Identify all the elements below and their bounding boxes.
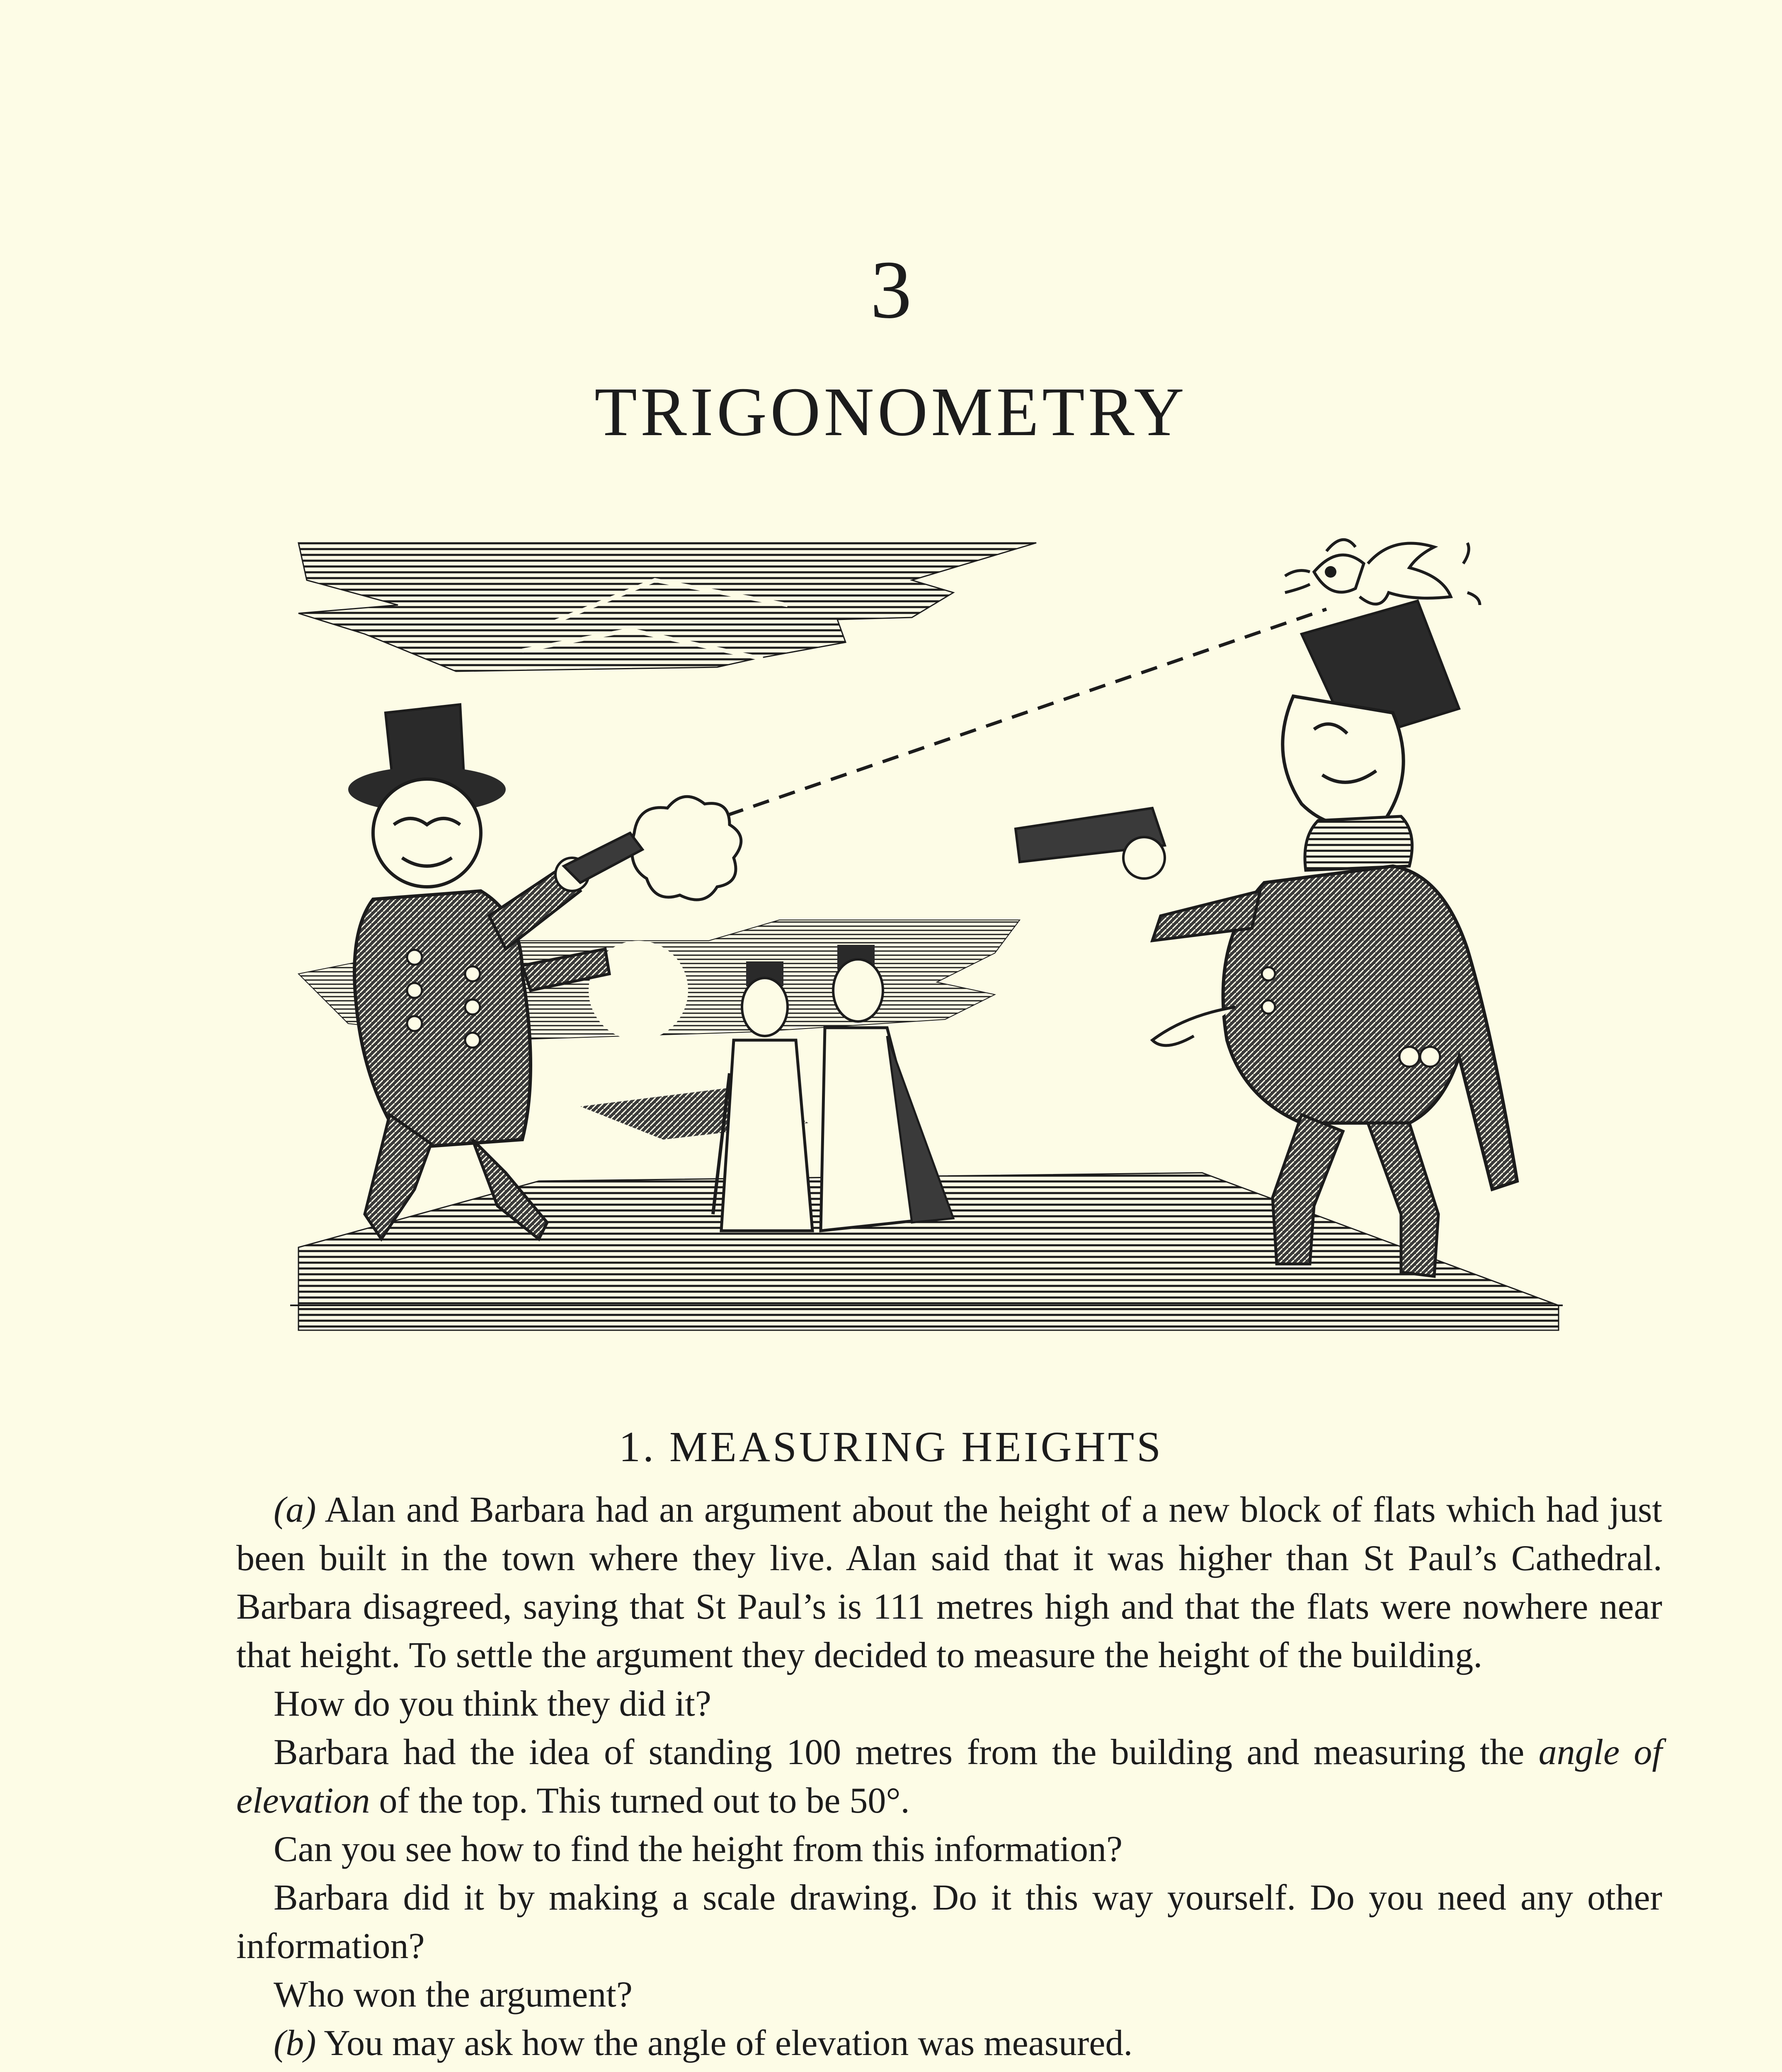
paragraph-text: Alan and Barbara had an argument about the height of a new block of flats which had just been built in the town where they live. Alan said that it was higher than St Paul’s Cathedral. Barbara disagreed, saying that St Paul’s is 111 metres high and that the flats were nowhere near that height. To settle the argument they decided to measure the height of the building. [236,1490,1662,1675]
chapter-number: 3 [870,244,912,336]
body-text [236,1486,1662,2072]
sky-clouds [298,543,1036,671]
paragraph: How do you think they did it? [274,1684,711,1724]
section-heading: 1. MEASURING HEIGHTS [618,1423,1164,1471]
paragraph: Can you see how to find the height from this information? [274,1829,1123,1869]
duel-illustration-icon [290,535,1567,1339]
gun-smoke-icon [632,796,741,900]
paragraph-text: You may ask how the angle of elevation was measured. [316,2023,1133,2063]
paragraph [236,2067,1662,2072]
paragraph-label: (b) [274,2023,316,2063]
paragraph-a [236,1486,1662,1680]
paragraph [236,1728,1662,1825]
paragraph-text: Barbara had the idea of standing 100 metres from the building and measuring the [274,1732,1539,1772]
chapter-title: TRIGONOMETRY [594,373,1188,450]
paragraph-b [236,2019,1662,2067]
paragraph-label: (a) [274,1490,316,1530]
term-angle-of-elevation: angle of elevation [236,1732,1662,1821]
paragraph-text: of the top. This turned out to be 50°. [370,1781,910,1821]
paragraph: Barbara did it by making a scale drawing. Do it this way yourself. Do you need any other information? [236,1878,1662,1966]
paragraph: Who won the argument? [274,1975,633,2015]
left-duellist-icon [348,704,642,1239]
